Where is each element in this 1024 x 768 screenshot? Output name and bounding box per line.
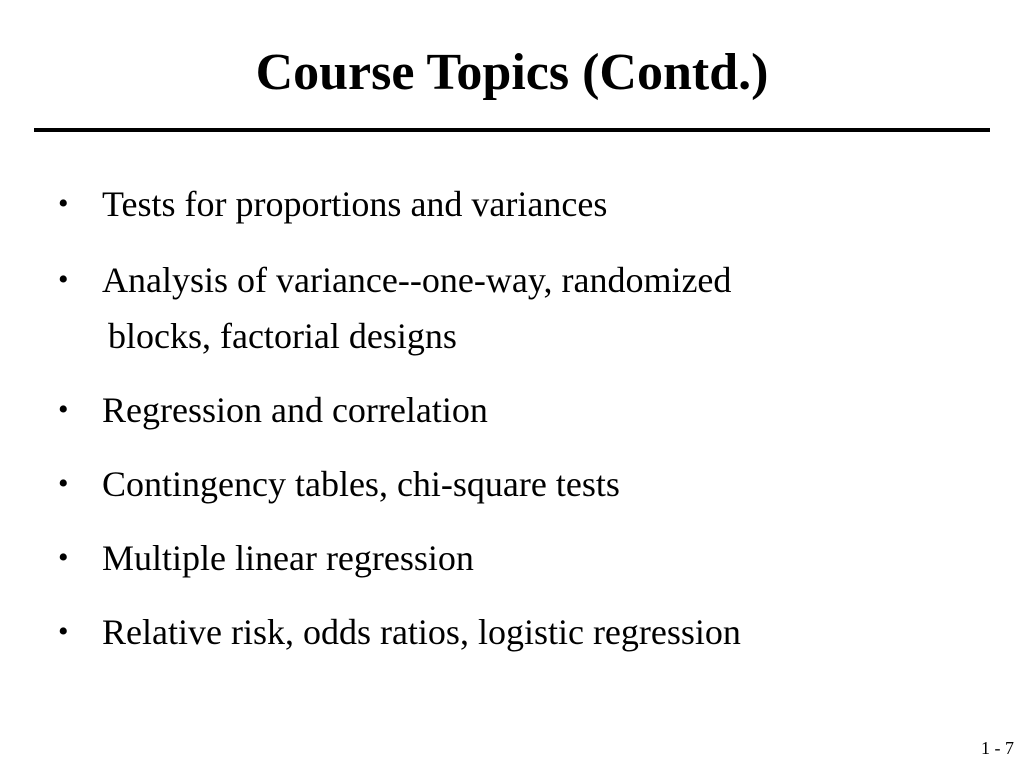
bullet-icon: • <box>58 187 69 220</box>
bullet-icon: • <box>58 541 69 574</box>
slide-title: Course Topics (Contd.) <box>255 44 769 101</box>
list-item <box>58 532 988 584</box>
list-item-text: Relative risk, odds ratios, logistic regression <box>102 612 741 652</box>
list-item <box>58 458 988 510</box>
list-item-text: Regression and correlation <box>102 390 488 430</box>
list-item-text: Analysis of variance--one-way, randomized <box>102 260 732 300</box>
bullet-icon: • <box>58 467 69 500</box>
list-item <box>58 178 988 230</box>
bullet-icon: • <box>58 393 69 426</box>
list-item <box>58 384 988 436</box>
list-item <box>58 252 988 364</box>
list-item-text: Contingency tables, chi-square tests <box>102 464 620 504</box>
list-item <box>58 606 988 658</box>
list-item-text: Tests for proportions and variances <box>102 184 608 224</box>
title-underline <box>34 128 990 132</box>
bullet-icon: • <box>58 615 69 648</box>
bullet-icon: • <box>58 263 69 296</box>
list-item-text-continuation: blocks, factorial designs <box>108 316 457 356</box>
list-item-text: Multiple linear regression <box>102 538 474 578</box>
page-number: 1 - 7 <box>981 738 1014 758</box>
topic-list <box>58 178 988 680</box>
